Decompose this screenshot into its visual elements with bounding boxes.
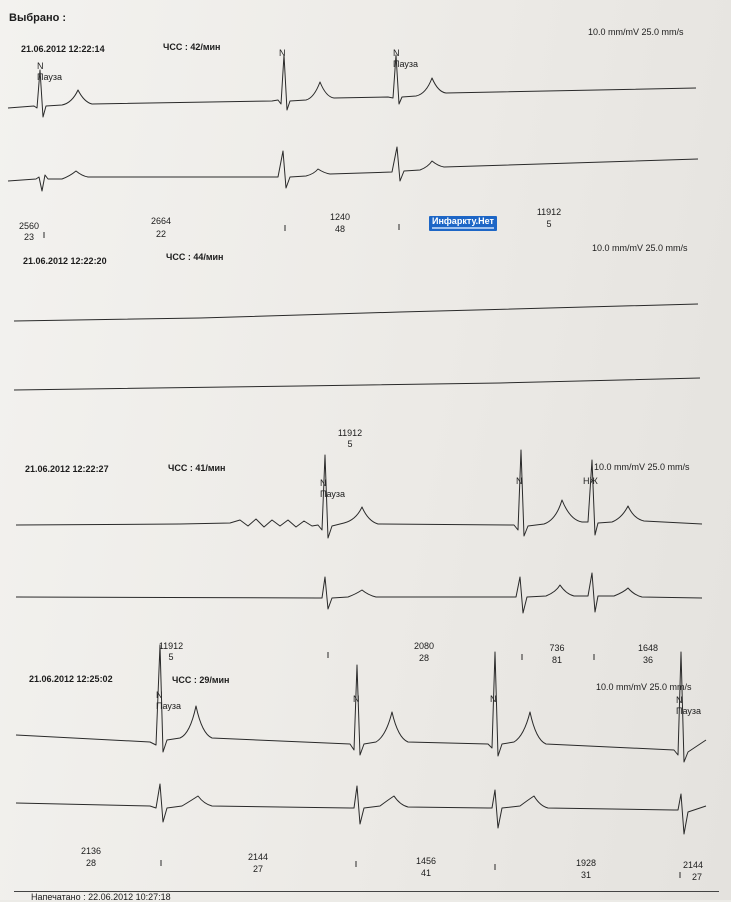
strip4-interval-rate: 31	[580, 870, 591, 880]
page-title: Выбрано :	[9, 12, 67, 24]
strip3-beat-code: N	[320, 478, 327, 488]
strip1-beat-code: N	[279, 48, 286, 58]
strip1-heart-rate: ЧСС : 42/мин	[163, 42, 221, 52]
strip4-lead2-trace	[16, 784, 706, 834]
strip3-interval-ms: 2080	[413, 641, 435, 651]
strip4-heart-rate: ЧСС : 29/мин	[172, 675, 230, 685]
strip1-datetime: 21.06.2012 12:22:14	[21, 44, 105, 54]
strip3-interval-rate: 81	[551, 655, 562, 665]
strip1-lead2-trace	[8, 147, 698, 191]
strip4-interval-rate: 28	[85, 858, 96, 868]
strip3-interval-rate: 5	[347, 439, 353, 449]
strip1-interval-rate: 5	[546, 219, 552, 229]
strip4-interval-ms: 2144	[247, 852, 269, 862]
strip3-heart-rate: ЧСС : 41/мин	[168, 463, 226, 473]
strip4-interval-ms: 1928	[575, 858, 597, 868]
strip3-lead1-trace	[16, 450, 702, 538]
strip4-interval-ms: 2144	[682, 860, 704, 870]
strip4-interval-rate: 5	[168, 652, 174, 662]
strip2-datetime: 21.06.2012 12:22:20	[23, 256, 107, 266]
strip2-heart-rate: ЧСС : 44/мин	[166, 252, 224, 262]
strip4-interval-ms: 1456	[415, 856, 437, 866]
strip1-beat-code: N	[37, 61, 44, 71]
strip1-beat-code: N	[393, 48, 400, 58]
strip4-beat-code: N	[490, 694, 497, 704]
logo-text: Инфаркту.Нет	[432, 216, 494, 226]
strip4-beat-label: Пауза	[156, 701, 182, 711]
strip1-interval-ms: 1240	[329, 212, 351, 222]
strip4-interval-rate: 27	[252, 864, 263, 874]
strip1-interval-ms: 2560	[18, 221, 40, 231]
strip3-interval-ms: 11912	[337, 428, 363, 438]
strip4-datetime: 21.06.2012 12:25:02	[29, 674, 113, 684]
strip2-lead2-trace	[14, 378, 700, 390]
strip3-interval-ms: 736	[549, 643, 565, 653]
strip4-interval-ms: 2136	[80, 846, 102, 856]
strip1-interval-ms: 2664	[150, 216, 172, 226]
strip3-beat-label: Пауза	[320, 489, 346, 499]
strip4-interval-rate: 27	[691, 872, 702, 882]
strip4-scale: 10.0 mm/mV 25.0 mm/s	[596, 682, 692, 692]
strip2-lead1-trace	[14, 304, 698, 321]
strip1-scale: 10.0 mm/mV 25.0 mm/s	[588, 27, 684, 37]
strip3-scale: 10.0 mm/mV 25.0 mm/s	[594, 462, 690, 472]
strip3-interval-rate: 28	[418, 653, 429, 663]
strip1-lead1-trace	[8, 55, 696, 117]
strip3-interval-ms: 1648	[637, 643, 659, 653]
strip4-beat-code: N	[156, 690, 163, 700]
strip2-scale: 10.0 mm/mV 25.0 mm/s	[592, 243, 688, 253]
strip4-beat-code: N	[353, 694, 360, 704]
strip3-beat-code: N	[516, 476, 523, 486]
strip3-interval-rate: 36	[642, 655, 653, 665]
strip3-datetime: 21.06.2012 12:22:27	[25, 464, 109, 474]
strip1-interval-rate: 23	[23, 232, 34, 242]
strip1-interval-ms: 11912	[536, 207, 562, 217]
strip1-beat-label: Пауза	[37, 72, 63, 82]
printed-timestamp: Напечатано : 22.06.2012 10:27:18	[31, 892, 171, 902]
strip1-beat-label: Пауза	[393, 59, 419, 69]
strip1-interval-rate: 22	[155, 229, 166, 239]
strip4-interval-rate: 41	[420, 868, 431, 878]
strip4-beat-label: Пауза	[676, 706, 702, 716]
strip3-lead2-trace	[16, 573, 702, 613]
strip4-interval-ms: 11912	[158, 641, 184, 651]
strip1-interval-rate: 48	[334, 224, 345, 234]
strip4-lead1-trace	[16, 645, 706, 762]
strip3-beat-code: НЖ	[583, 476, 598, 486]
strip4-beat-code: N	[676, 695, 683, 705]
